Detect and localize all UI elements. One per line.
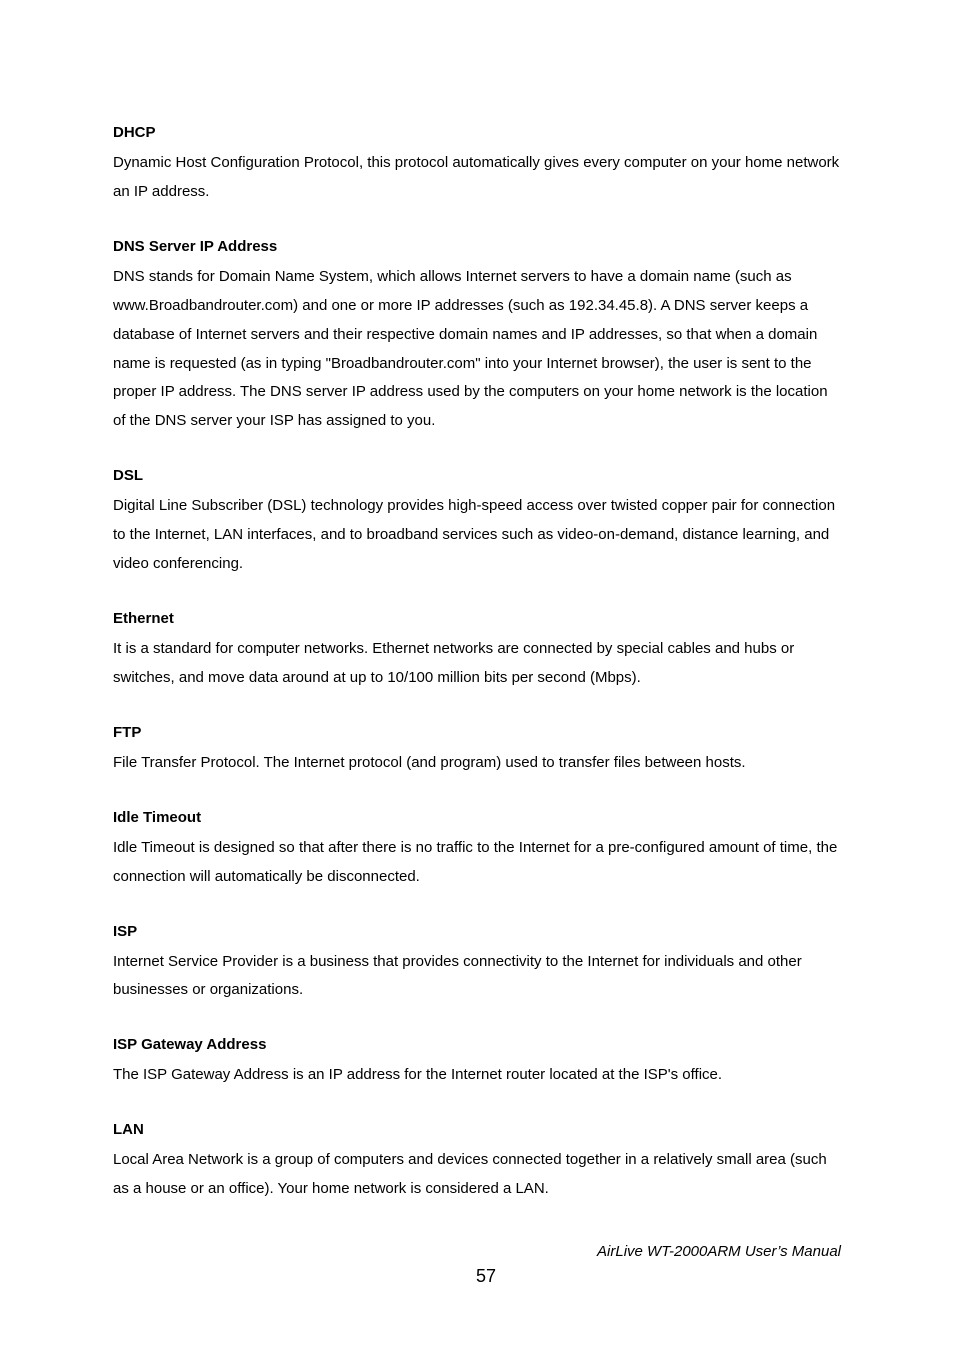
term-heading: LAN [113, 1121, 144, 1139]
glossary-entry-dsl [113, 464, 843, 579]
glossary-entry-dhcp [113, 121, 843, 207]
term-heading: DSL [113, 467, 143, 485]
term-heading: Idle Timeout [113, 808, 202, 826]
term-definition: DNS stands for Domain Name System, which allows Internet servers to have a domain name (such as www.Broadbandrouter.com) and one or more IP addresses (such as 192.34.45.8). A DNS server keeps a database of Internet servers and their respective domain names and IP addresses, so that when a domain name is requested (as in typing "Broadbandrouter.com" into your Internet browser), the user is sent to the proper IP address. The DNS server IP address used by the computers on your home network is the location of the DNS server your ISP has assigned to you. [113, 267, 828, 430]
glossary-content [113, 121, 843, 1232]
page-number: 57 [475, 1266, 497, 1286]
term-definition: It is a standard for computer networks. Ethernet networks are connected by special cables and hubs or switches, and move data around at up to 10/100 million bits per second (Mbps). [113, 639, 795, 686]
glossary-entry-isp-gateway-address [113, 1033, 843, 1090]
term-heading: DHCP [113, 124, 156, 141]
term-heading: Ethernet [113, 609, 174, 627]
term-definition: Local Area Network is a group of computers and devices connected together in a relatively small area (such as a house or an office). Your home network is considered a LAN. [113, 1151, 827, 1198]
term-definition: Internet Service Provider is a business that provides connectivity to the Internet for individuals and other businesses or organizations. [113, 952, 802, 999]
glossary-entry-lan [113, 1118, 843, 1204]
term-heading: DNS Server IP Address [113, 237, 278, 255]
term-heading: FTP [113, 723, 142, 741]
term-definition: Digital Line Subscriber (DSL) technology provides high-speed access over twisted copper pair for connection to the Internet, LAN interfaces, and to broadband services such as video-on-demand, distance learning, and video conferencing. [113, 497, 836, 573]
glossary-entry-isp [113, 920, 843, 1006]
glossary-entry-dns-server-ip-address [113, 235, 843, 436]
term-definition: The ISP Gateway Address is an IP address for the Internet router located at the ISP's office. [113, 1066, 723, 1084]
term-heading: ISP Gateway Address [113, 1036, 267, 1054]
manual-title: AirLive WT-2000ARM User’s Manual [597, 1243, 841, 1260]
term-definition: File Transfer Protocol. The Internet protocol (and program) used to transfer files between hosts. [113, 753, 746, 771]
glossary-entry-idle-timeout [113, 806, 843, 892]
term-heading: ISP [113, 922, 138, 940]
term-definition: Dynamic Host Configuration Protocol, this protocol automatically gives every computer on your home network an IP address. [113, 154, 840, 200]
glossary-entry-ftp [113, 721, 843, 778]
term-definition: Idle Timeout is designed so that after there is no traffic to the Internet for a pre-configured amount of time, the connection will automatically be disconnected. [113, 838, 838, 885]
glossary-entry-ethernet [113, 607, 843, 693]
